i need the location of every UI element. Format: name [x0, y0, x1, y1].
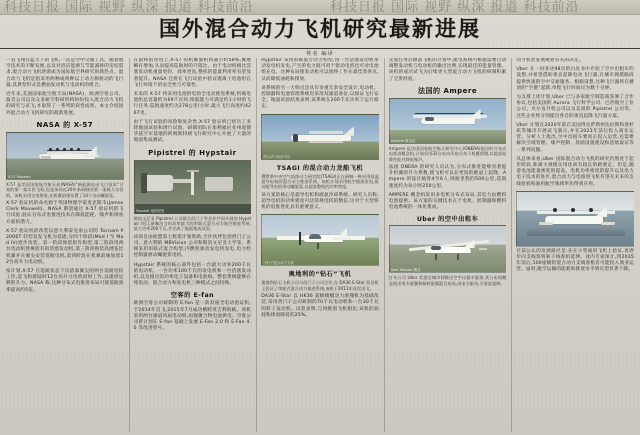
photo-x57: [6, 132, 124, 180]
byline: 姓名 编译: [306, 51, 334, 57]
paragraph: Uber 在一份多达98页的白皮书中介绍了空中出租车的设想,并希望借助垂直起降电动飞行器,在城市拥堵路段提供快速的空中交通服务。根据设想,这种飞行器将在楼顶的“空港”起降,单程飞行时间仅为数十分钟。: [516, 67, 634, 91]
paragraph: 在最终的改进上,X-57 的机翼面积将减小约58%,翼展略有增加,从而提高巡航时的升阻比。由于电动机相比活塞发动机重量更轻、效率更高,整机的能量利用率有望显著提升。NASA 还将在飞行试验中验证锂离子电池组在飞行环境下的安全性与可靠性。: [133, 58, 252, 88]
photo-seaplane: [516, 191, 634, 247]
paragraph: 未来的 X-57 将采用电池供电的全电动推进系统,机载电池组总容量约为69千瓦时,续航能力可满足约1小时的飞行任务,巡航速度约为278公里/小时,最大飞行高度约4267米。: [133, 92, 252, 116]
paragraph: X-57 验证机的命名源于英国物理学家麦克斯韦(James Clerk Maxwell)。NASA 期望通过 X-57 验证机的飞行试验,验证分布式电推进技术在降低能耗、噪声和排放方面的潜力。: [6, 201, 124, 225]
photo-tsagi: [261, 114, 379, 160]
paragraph: DA36 E-Star 以 HK36 超级蜻蜓动力滑翔机为基础改装,采用西门子公司研制的70千瓦电动机和一台30千瓦的转子发动机。试验表明,与同级别飞机相比,该机的油耗和排放降低约25%。: [261, 294, 379, 318]
column-1: [6, 58, 124, 432]
paragraph: AMPERE 概念机采用多电机分布式布局,其电力由燃料电池提供。该方案的关键技术在于电机、控制器和燃料电池系统的一体化集成。: [388, 192, 507, 211]
paragraph: 为支撑上述计划,Uber 已与多家航空制造商签署了合作协议,包括美国的 Aurora 飞行科学公司、巴西航空工业公司、贝尔直升机公司以及美国的 Pipistrel 公司等。这些企业将分别提出各自的垂直起降飞行器方案。: [516, 95, 634, 119]
column-3: [256, 58, 379, 432]
section-subhead: 奥地利的“钻石”飞机: [288, 271, 352, 279]
paragraph: X-57 验证机的改装以意大利泰克南公司的 Tecnam P2006T 轻型双发飞机为基础,分四个阶段(Mod I 至 Mod IV)逐步改装。第一阶段保留原有构型,第二阶段用两台电动机替换原有的活塞发动机,第三阶段换装高展弦比机翼并在翼尖安装巡航电机,第四阶段在机翼前缘加装12台高升力电动机。: [6, 228, 124, 265]
paragraph: 欧洲空客公司研制的 E-fan 是一款双座全电动验证机,于2014年首飞,2015年7月成功横跨英吉利海峡。该机采用两台涵道风扇电动机,由锂聚合物电池供电。空客公司曾计划在 E-fan 基础上发展 E-Fan 2.0 和 E-Fan 4.0 等改进型号。: [133, 301, 252, 332]
paragraph: 该系统的另一大特点是具有多重冗余安全设计,电动机、控制器和电池管理系统均采用双通道备份,以保证飞行安全。地面试验结果表明,该系统在200千瓦功率下运行稳定。: [261, 85, 379, 110]
paragraph: 法国 ONERA 的研究人员认为,分布式推进能够显著提升机翼的升力系数,使飞机可以在更短的跑道上起降。Ampere 的设计载客4至6人,续航里程约500公里,巡航速度约为每小时250公里。: [388, 165, 507, 189]
top-strip-ghost-text-2: 科技日报 国际 视野 纵深 报道 科技前沿: [330, 0, 580, 15]
photo-ampere: [389, 98, 507, 144]
photo-caption-tag: Uber Elevate 概念: [390, 268, 421, 273]
section-subhead: Uber 的空中出租车: [416, 216, 479, 224]
photo-caption-tag: Hypstair 地面试验: [135, 208, 165, 213]
photo-caption: 打车公司 Uber 希望在城市间推出空中出租车服务,其公布的概念机采用多旋翼和倾转旋翼混合布局,由电力驱动,可垂直起降。: [388, 275, 507, 286]
paragraph: 该方案的核心是超导电机和液氮冷却系统。研究人员称,超导电机的功率密度可达常规电机的数倍,这对于大型客机的电推进化具有重要意义。: [261, 192, 379, 211]
paragraph: 该项目由欧盟第七框架计划资助,合作伙伴包括西门子公司、意大利的 MBVision 公司和斯洛文尼亚大学等。系统采用串联式混合构型,内燃机驱动发电机发电,电力经控制器驱动螺旋桨电机。: [133, 234, 252, 259]
photo-caption: X-57 是美国国家航空航天局(NASA)“新能源电动飞行技术”计划的第一架实验飞机,也是该局近20年来研制的第一架载人实验机。该机采用全电推进,在机翼前缘布置了14个电动螺旋桨。: [6, 181, 124, 198]
photo-caption: Ampere 是法国国家航空航天研究中心(ONERA)提出的分布式电推进概念机,计划采用32台电动风扇分布于机翼前缘,以提高起降性能并降低噪声。: [388, 145, 507, 162]
column-5: [511, 58, 634, 432]
paragraph: 从总体来看,Uber 国际混合动力飞机的研究仍然处于起步阶段,距离大规模实用化尚有较长的路要走。但是,随着电池能量密度的提高、电机功率密度的提升以及电力电子技术的进步,混合动力与电推进飞机有望在未来的支线客机和通用航空领域率先得到应用。: [516, 156, 634, 187]
photo-caption-tag: X-57 Maxwell: [8, 174, 31, 179]
column-2: [129, 58, 252, 432]
photo-uber: [389, 225, 507, 273]
column-4: [384, 58, 507, 432]
photo-caption: 奥地利钻石飞机公司与西门子公司合作,在 DA36 E-Star 验证机上验证了串联式混合动力推进系统,该机于2011年首次试飞。: [261, 280, 379, 291]
photo-caption: 俄罗斯中央空气流体动力研究院(TSAGI)正在研制一种采用低温超导电机的混合动力推进系统。该机计划采用航空煤油发电,驱动超导电机带动螺旋桨,以提高整机的功率密度。: [261, 173, 379, 190]
paragraph: Hypstair 采用串联混合动力构型,由一台活塞发动机带动发电机发电,产生的电力既可用于驱动电机也可对电池组充电。这种布局使发动机可以始终工作在最佳效率点,从而降低油耗和排放。: [261, 58, 379, 82]
paragraph: 由于飞行试验的风险和复杂性,X-57 验证机已经历了多轮地面试验和滑行试验。研制团队在加利福尼亚州爱德华兹空军基地的阿姆斯特朗飞行研究中心开展了大量的地面集成测试。: [133, 119, 252, 144]
photo-hypstair: [134, 160, 252, 214]
paragraph: 一直飞翔在蓝天下的飞机,一直是空中交通工具。随着航空技术的不断发展,以及对清洁能源与节能减排的迫切需求,混合动力飞机逐渐成为国际航空界研究的新热点。混合动力飞机是指采用两种或两种以上动力源驱动的飞行器,其典型形式是燃油发动机与电动机的组合。: [6, 58, 124, 88]
photo-caption: 斯洛文尼亚 Pipistrel 公司联合西门子等企业共同开展的 Hypstair 项目,研制出当时功率最大的串联式混合动力航空推进系统,最大功率200千瓦,并完成了地面集成试验。: [133, 215, 252, 232]
photo-diamond: [261, 214, 379, 266]
masthead: [0, 14, 640, 49]
section-subhead: 法国的 Ampere: [418, 86, 478, 95]
paragraph: Hypstair 系统的核心部件包括一台最大功率200千瓦的电动机、一台功率100千瓦的发电机和一台活塞发动机,以及相应的功率电子设备和电池组。整套系统能够在纯电动、混合动力和发电机三种模式之间切换。: [133, 262, 252, 287]
photo-caption-tag: Ampere 概念机: [390, 138, 416, 143]
paragraph: 动力机型发展规划有关的决定。: [516, 58, 584, 63]
paragraph: 完成任务后降落飞机的计划中,航电系统可根据需要自动调整发动机与电动机的输出比例,实现最佳的能量管理。该机的成功试飞为后续更大型混合动力飞机的研制积累了宝贵经验。: [388, 58, 507, 82]
section-subhead: TSAGI 的混合动力龙船飞机: [276, 164, 364, 172]
photo-caption-tag: “钻石”混合动力飞机: [263, 261, 294, 266]
page-title: 国外混合动力飞机研究最新进展: [159, 17, 481, 41]
paragraph: 按计划,X-57 在巡航状态下仅依靠翼尖的两台巡航电机工作,起飞和着陆时12台高升力电机同时工作,以提供足够的升力。NASA 称,这种分布式电推进布局可使巡航效率提高约5倍。: [6, 269, 124, 293]
page-top-strip: [0, 0, 640, 15]
top-strip-ghost-text: 科技日报 国际 视野 纵深 报道 科技前沿: [4, 0, 254, 15]
section-subhead: 空客的 E-fan: [170, 292, 215, 300]
article-columns: [6, 58, 634, 432]
photo-caption-tag: 混合动力验证平台: [263, 154, 291, 159]
section-subhead: NASA 的 X-57: [36, 120, 94, 129]
paragraph: 近年来,美国国家航空航天局(NASA)、欧洲空客公司、波音公司以及众多航空科研机构纷纷投入混合动力飞机的研究与试飞,并取得了一系列阶段性成果。本文介绍国外混合动力飞机研究的最新进展。: [6, 92, 124, 116]
section-subhead: Pipistrel 的 Hypstair: [148, 148, 237, 157]
paragraph: 目前公认的发展路径是:先在小型通用飞机上验证,再逐步向支线客机和干线客机延伸。业内专家预计,到2035年前后,100座级的混合动力支线客机有可能投入商业运营。届时,航空运输的能耗和排放水平将有望显著下降。: [516, 248, 634, 273]
paragraph: Uber 计划在2020年前在美国得克萨斯州达拉斯和洛杉矶等城市开展试飞演示,并在2023年前后投入商业运营。分析人士指出,空中出租车要真正投入运营,还需要解决空域管理、噪声控制、基础设施建设和适航取证等一系列问题。: [516, 122, 634, 153]
